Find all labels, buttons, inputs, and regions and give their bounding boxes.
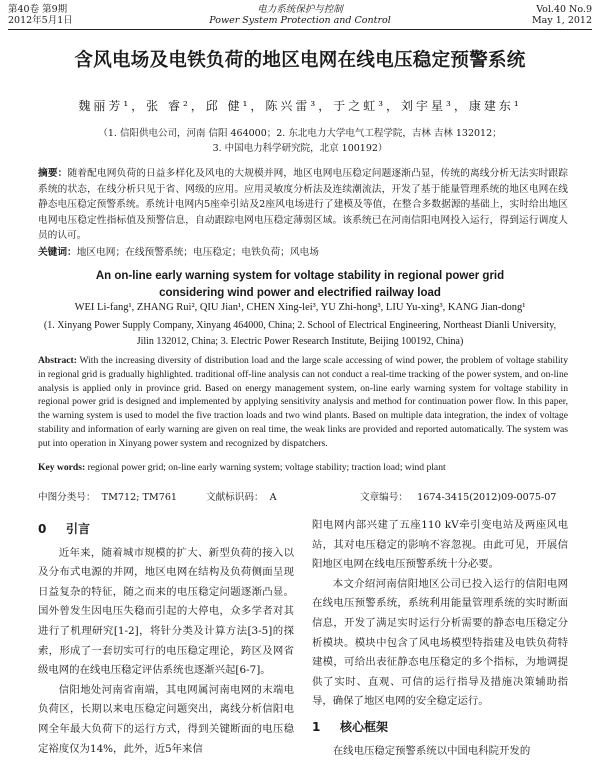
abstract-en xyxy=(38,354,568,451)
paper-title-zh: 含风电场及电铁负荷的地区电网在线电压稳定预警系统 xyxy=(74,50,526,71)
header-volume-info-en xyxy=(532,4,592,26)
paper-title-en xyxy=(0,268,600,302)
article-label: 文章编号： xyxy=(360,492,408,503)
section-heading-intro xyxy=(38,520,294,540)
body-paragraph: 本文介绍河南信阳地区公司已投入运行的信阳电网在线电压预警系统，系统利用能量管理系统的实时断面信息，开发了满足实时运行分析需要的静态电压稳定分析模块。模块中包含了风电场模型特指建及电铁负荷特建模，可给出表征静态电压稳定的多个指标，为地调提供了实时、直观、可信的运行指导及措施决策辅助指导，确保了地区电网的安全稳定运行。 xyxy=(312,577,568,708)
title-en-line: considering wind power and electrified railway load xyxy=(159,287,441,299)
body-paragraph: 近年来，随着城市规模的扩大、新型负荷的接入以及分布式电源的并网，地区电网在结构及负荷侧面呈现日益复杂的特征，随之而来的电压稳定问题逐渐凸显。国外曾发生因电压失稳而引起的大停电，众多学者对其进行了机理研究[1-2]，将针分类及计算方法[3-5]的探索，形成了一套切实可行的电压稳定理论，跨区及网省级电网的在线电压稳定评估系统也逐渐兴起[6-7]。 xyxy=(38,546,294,677)
body-column-right xyxy=(312,516,568,761)
header-volume-en: Vol.40 No.9 xyxy=(536,4,592,15)
keywords-en-text: regional power grid; on-line early warning system; voltage stability; traction load; wind plant xyxy=(87,462,446,473)
section-heading-framework xyxy=(312,718,568,738)
section-title: 引言 xyxy=(66,522,91,536)
keywords-zh-label: 关键词： xyxy=(38,247,77,258)
header-journal-name xyxy=(8,4,592,26)
abstract-zh xyxy=(38,166,568,244)
body-paragraph: 在线电压稳定预警系统以中国电科院开发的 xyxy=(332,744,531,757)
affiliation-zh-line: （1. 信阳供电公司，河南 信阳 464000；2. 东北电力大学电气工程学院，吉林 吉林 132012； xyxy=(98,128,502,139)
section-number: 1 xyxy=(312,719,321,734)
authors-zh: 魏丽芳¹，张 睿²，邱 健¹，陈兴雷³，于之虹³，刘宇星³，康建东¹ xyxy=(78,99,522,113)
article-number xyxy=(360,489,556,503)
header-date-en: May 1, 2012 xyxy=(531,15,592,26)
header-journal-zh: 电力系统保护与控制 xyxy=(257,4,343,15)
doc-value: A xyxy=(269,492,277,503)
title-en-line: An on-line early warning system for voltage stability in regional power grid xyxy=(95,270,505,282)
header-date-zh: 2012年5月1日 xyxy=(8,15,73,26)
header-journal-en: Power System Protection and Control xyxy=(209,15,391,26)
keywords-zh xyxy=(38,246,568,260)
section-number: 0 xyxy=(38,522,47,536)
document-code xyxy=(206,489,277,503)
authors-en: WEI Li-fang¹, ZHANG Rui², QIU Jian¹, CHEN Xing-lei³, YU Zhi-hong³, LIU Yu-xing³, KANG Jian-dong¹ xyxy=(74,302,526,313)
keywords-en xyxy=(38,461,568,474)
affiliation-en-line: Jilin 132012, China; 3. Electric Power Research Institute, Beijing 100192, China) xyxy=(136,335,464,347)
article-value: 1674-3415(2012)09-0075-07 xyxy=(417,492,557,503)
header-volume-zh: 第40卷 第9期 xyxy=(8,4,68,15)
affiliation-zh-line: 3. 中国电力科学研究院，北京 100192） xyxy=(212,143,388,154)
abstract-zh-text: 随着配电网负荷的日益多样化及风电的大规模并网，地区电网电压稳定问题逐渐凸显，传统的离线分析无法实时跟踪系统的状态，在线分析只见于省、网级的应用。应用灵敏度分析法及连续潮流法，开发了基于能量管理系统的地区电网在线静态电压稳定预警系统。系统计电网内5座牵引站及2座风电场进行了建模及等值，在整合多数据源的基础上，实时给出地区电网电压稳定性指标值及预警信息，自动跟踪电网电压稳定薄弱区域。该系统已在河南信阳电网投入运行，得到运行调度人员的认可。 xyxy=(38,168,568,241)
abstract-en-text: With the increasing diversity of distribution load and the large scale accessing of wind power, the problem of voltage stability in regional grid is gradually highlighted. traditional off-line analysis can not conduct a real-time tracking of the power system, and on-line analysis is applied only in province grid. Based on energy management system, on-line early warning system for voltage stability in regional power grid is designed and implemented by applying sensitivity analysis and method for continuation power flow. In this paper, the warning system is used to model the five traction loads and two wind plants. Based on multiple data integration, the index of voltage stability and information of early warning are given on real time, the weak links are provided and reported automatically. The system was put into operation in Xinyang power system and recognized by dispatchers. xyxy=(38,355,569,449)
body-paragraph: 信阳地处河南省南端，其电网属河南电网的末端电负荷区，长期以来电压稳定问题突出，离线分析信阳电网全年最大负荷下的运行方式，得到关键断面的电压稳定裕度仅为14%，此外，近5年来信 xyxy=(38,683,294,755)
clc-number xyxy=(38,489,177,503)
body-paragraph: 阳电网内部兴建了五座110 kV牵引变电站及两座风电站，其对电压稳定的影响不容忽视。由此可见，开展信阳地区电网在线电压预警系统十分必要。 xyxy=(312,519,568,571)
doc-label: 文献标识码： xyxy=(206,492,264,503)
clc-label: 中图分类号： xyxy=(38,492,96,503)
keywords-en-label: Key words: xyxy=(38,462,86,473)
abstract-en-label: Abstract: xyxy=(38,355,77,366)
abstract-zh-label: 摘要： xyxy=(38,168,68,179)
keywords-zh-text: 地区电网；在线预警系统；电压稳定；电铁负荷；风电场 xyxy=(76,247,319,258)
header-rule xyxy=(8,29,592,30)
affiliations-en xyxy=(30,318,570,349)
affiliation-en-line: (1. Xinyang Power Supply Company, Xinyang 464000, China; 2. School of Electrical Engineering, Northeast Dianli University, xyxy=(43,320,557,331)
clc-value: TM712; TM761 xyxy=(101,492,178,503)
body-column-left xyxy=(38,520,294,759)
journal-header xyxy=(8,4,592,28)
section-title: 核心框架 xyxy=(340,719,389,734)
affiliations-zh xyxy=(30,126,570,156)
